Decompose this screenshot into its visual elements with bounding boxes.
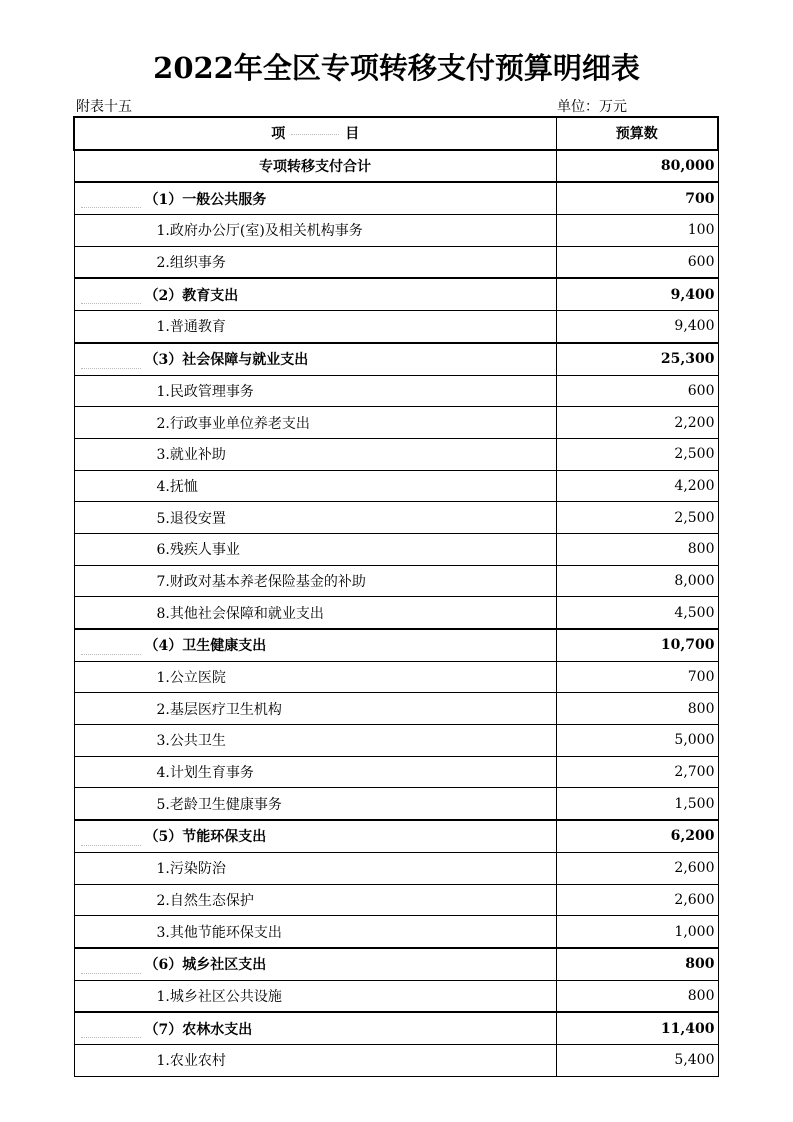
item-row: [74, 533, 718, 565]
category-value: 9,400: [556, 278, 718, 310]
category-value: 6,200: [556, 820, 718, 852]
item-label: 1.普通教育: [74, 311, 556, 343]
header-item-right: 目: [345, 126, 360, 143]
item-value: 600: [556, 375, 718, 407]
total-row: [74, 150, 718, 183]
item-value: 2,600: [556, 884, 718, 916]
item-row: [74, 311, 718, 343]
unit-label: 单位：万元: [557, 99, 627, 115]
item-value: 2,600: [556, 852, 718, 884]
category-value: 800: [556, 948, 718, 980]
item-row: [74, 215, 718, 247]
item-value: 8,000: [556, 565, 718, 597]
item-row: [74, 1044, 718, 1076]
item-label: 1.公立医院: [74, 661, 556, 693]
item-row: [74, 725, 718, 757]
category-label-text: （4）卫生健康支出: [144, 638, 267, 655]
item-row: [74, 852, 718, 884]
category-row: [74, 278, 718, 310]
item-value: 2,500: [556, 438, 718, 470]
item-label: 7.财政对基本养老保险基金的补助: [74, 565, 556, 597]
category-row: [74, 1012, 718, 1044]
table-header-row: [74, 117, 718, 150]
category-dotted-leader: [81, 845, 141, 846]
item-row: [74, 246, 718, 278]
item-value: 2,700: [556, 756, 718, 788]
item-label: 1.政府办公厅(室)及相关机构事务: [74, 215, 556, 247]
item-value: 9,400: [556, 311, 718, 343]
category-label-text: （3）社会保障与就业支出: [144, 352, 309, 369]
item-row: [74, 661, 718, 693]
category-value: 10,700: [556, 629, 718, 661]
category-dotted-leader: [81, 303, 141, 304]
category-value: 25,300: [556, 343, 718, 375]
item-row: [74, 375, 718, 407]
category-label: [74, 629, 556, 661]
category-row: [74, 820, 718, 852]
item-row: [74, 980, 718, 1012]
header-dotted-spacer: [291, 134, 339, 135]
item-label: 1.民政管理事务: [74, 375, 556, 407]
item-label: 5.退役安置: [74, 502, 556, 534]
item-value: 800: [556, 980, 718, 1012]
item-label: 8.其他社会保障和就业支出: [74, 597, 556, 629]
item-value: 2,200: [556, 407, 718, 439]
item-label: 6.残疾人事业: [74, 533, 556, 565]
item-value: 5,400: [556, 1044, 718, 1076]
category-dotted-leader: [81, 1037, 141, 1038]
category-row: [74, 948, 718, 980]
category-label: [74, 1012, 556, 1044]
header-item: [74, 117, 556, 150]
item-label: 2.自然生态保护: [74, 884, 556, 916]
category-dotted-leader: [81, 368, 141, 369]
item-label: 3.就业补助: [74, 438, 556, 470]
category-row: [74, 629, 718, 661]
category-value: 11,400: [556, 1012, 718, 1044]
total-label: 专项转移支付合计: [74, 150, 556, 183]
category-dotted-leader: [81, 654, 141, 655]
item-label: 1.农业农村: [74, 1044, 556, 1076]
item-label: 4.计划生育事务: [74, 756, 556, 788]
category-label-text: （2）教育支出: [144, 287, 239, 304]
header-budget: 预算数: [556, 117, 718, 150]
category-row: [74, 182, 718, 214]
item-value: 2,500: [556, 502, 718, 534]
category-label: [74, 278, 556, 310]
appendix-label: 附表十五: [76, 99, 132, 115]
item-value: 100: [556, 215, 718, 247]
item-row: [74, 502, 718, 534]
item-label: 1.污染防治: [74, 852, 556, 884]
item-row: [74, 693, 718, 725]
category-label-text: （5）节能环保支出: [144, 829, 267, 846]
item-label: 3.公共卫生: [74, 725, 556, 757]
budget-table-body: [74, 117, 718, 1076]
item-value: 600: [556, 246, 718, 278]
document-title: 2022年全区专项转移支付预算明细表: [153, 51, 640, 85]
category-label: [74, 820, 556, 852]
category-value: 700: [556, 182, 718, 214]
item-row: [74, 407, 718, 439]
category-label-text: （6）城乡社区支出: [144, 957, 267, 974]
item-row: [74, 884, 718, 916]
item-label: 2.组织事务: [74, 246, 556, 278]
item-row: [74, 438, 718, 470]
category-label: [74, 182, 556, 214]
header-item-left: 项: [271, 126, 286, 143]
item-value: 800: [556, 533, 718, 565]
item-row: [74, 597, 718, 629]
category-label: [74, 948, 556, 980]
item-label: 3.其他节能环保支出: [74, 916, 556, 948]
item-label: 4.抚恤: [74, 470, 556, 502]
category-label-text: （7）农林水支出: [144, 1021, 253, 1038]
item-value: 5,000: [556, 725, 718, 757]
item-row: [74, 565, 718, 597]
total-value: 80,000: [556, 150, 718, 183]
item-value: 1,500: [556, 788, 718, 820]
item-value: 4,200: [556, 470, 718, 502]
item-label: 2.行政事业单位养老支出: [74, 407, 556, 439]
item-label: 2.基层医疗卫生机构: [74, 693, 556, 725]
item-value: 700: [556, 661, 718, 693]
category-label-text: （1）一般公共服务: [144, 191, 267, 208]
budget-table: [73, 116, 719, 1077]
item-value: 800: [556, 693, 718, 725]
category-dotted-leader: [81, 973, 141, 974]
item-row: [74, 756, 718, 788]
item-label: 1.城乡社区公共设施: [74, 980, 556, 1012]
category-row: [74, 343, 718, 375]
category-dotted-leader: [81, 207, 141, 208]
item-row: [74, 916, 718, 948]
item-value: 1,000: [556, 916, 718, 948]
category-label: [74, 343, 556, 375]
item-row: [74, 470, 718, 502]
item-label: 5.老龄卫生健康事务: [74, 788, 556, 820]
item-row: [74, 788, 718, 820]
item-value: 4,500: [556, 597, 718, 629]
